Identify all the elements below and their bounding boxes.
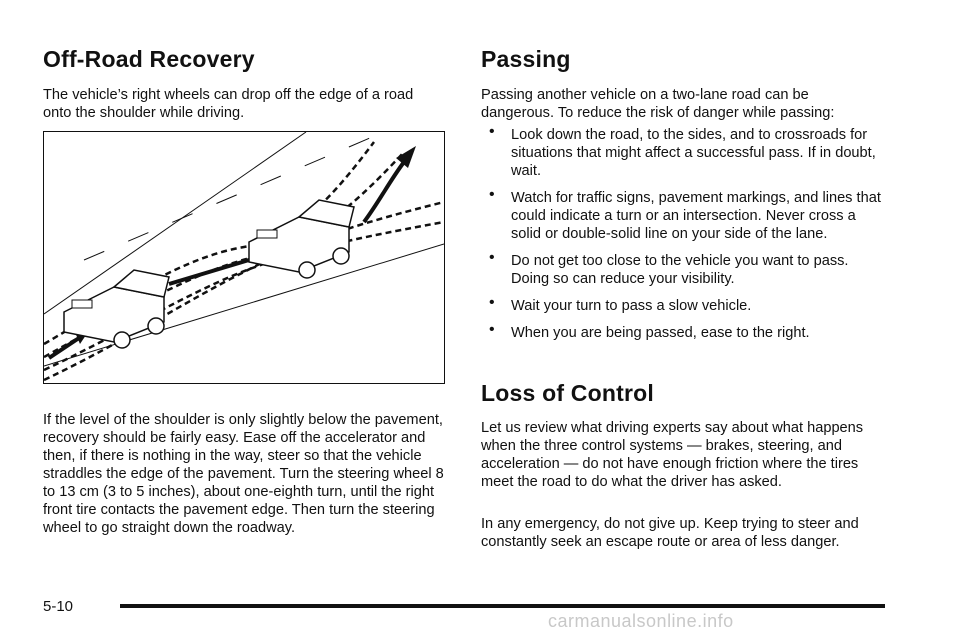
- list-item: • Watch for traffic signs, pavement markings, and lines that could indicate a turn or an intersection. Never cross a solid or double-solid line on your side of the lane.: [489, 186, 881, 242]
- footer-rule: [120, 604, 885, 608]
- road-edge-line: [44, 132, 306, 314]
- list-item: • Look down the road, to the sides, and to crossroads for situations that might affect a successful pass. If in doubt, wait.: [489, 123, 876, 179]
- passing-bullet-list: [481, 123, 881, 342]
- bullet-icon: •: [489, 321, 495, 338]
- off-road-intro-paragraph: The vehicle’s right wheels can drop off the edge of a road onto the shoulder while driving.: [43, 87, 414, 121]
- section-heading-loss-of-control: Loss of Control: [481, 380, 654, 406]
- off-road-recovery-illustration: [43, 131, 445, 384]
- list-item: • Do not get too close to the vehicle you want to pass. Doing so can reduce your visibility.: [489, 249, 849, 287]
- passing-intro-paragraph: Passing another vehicle on a two-lane road can be dangerous. To reduce the risk of danger while passing:: [481, 87, 835, 121]
- list-item: • When you are being passed, ease to the right.: [489, 321, 810, 341]
- section-heading-off-road-recovery: Off-Road Recovery: [43, 46, 255, 72]
- watermark: carmanualsonline.info: [548, 611, 734, 631]
- bullet-icon: •: [489, 294, 495, 311]
- tire-track: [44, 202, 444, 380]
- bullet-icon: •: [489, 249, 495, 266]
- page-number: 5-10: [43, 598, 74, 615]
- road-diagram: [44, 132, 444, 383]
- bullet-icon: •: [489, 186, 495, 203]
- bullet-icon: •: [489, 123, 495, 140]
- list-item: • Wait your turn to pass a slow vehicle.: [489, 294, 752, 314]
- pickup-truck-front: [249, 200, 354, 278]
- loss-of-control-paragraph-2: In any emergency, do not give up. Keep trying to steer and constantly seek an escape route or area of less danger.: [481, 516, 859, 550]
- section-heading-passing: Passing: [481, 46, 571, 72]
- loss-of-control-paragraph-1: Let us review what driving experts say about what happens when the three control systems — brakes, steering, and acceleration — do not have enough friction where the tires meet the road to do what the driver has asked.: [481, 420, 864, 490]
- off-road-body-paragraph: If the level of the shoulder is only slightly below the pavement, recovery should be fairly easy. Ease off the accelerator and then, if there is nothing in the way, steer so that the vehicle straddles the edge of the pavement. Turn the steering wheel 8 to 13 cm (3 to 5 inches), about one-eighth turn, until the right front tire contacts the pavement edge. Then turn the steering wheel to go straight down the roadway.: [43, 412, 444, 536]
